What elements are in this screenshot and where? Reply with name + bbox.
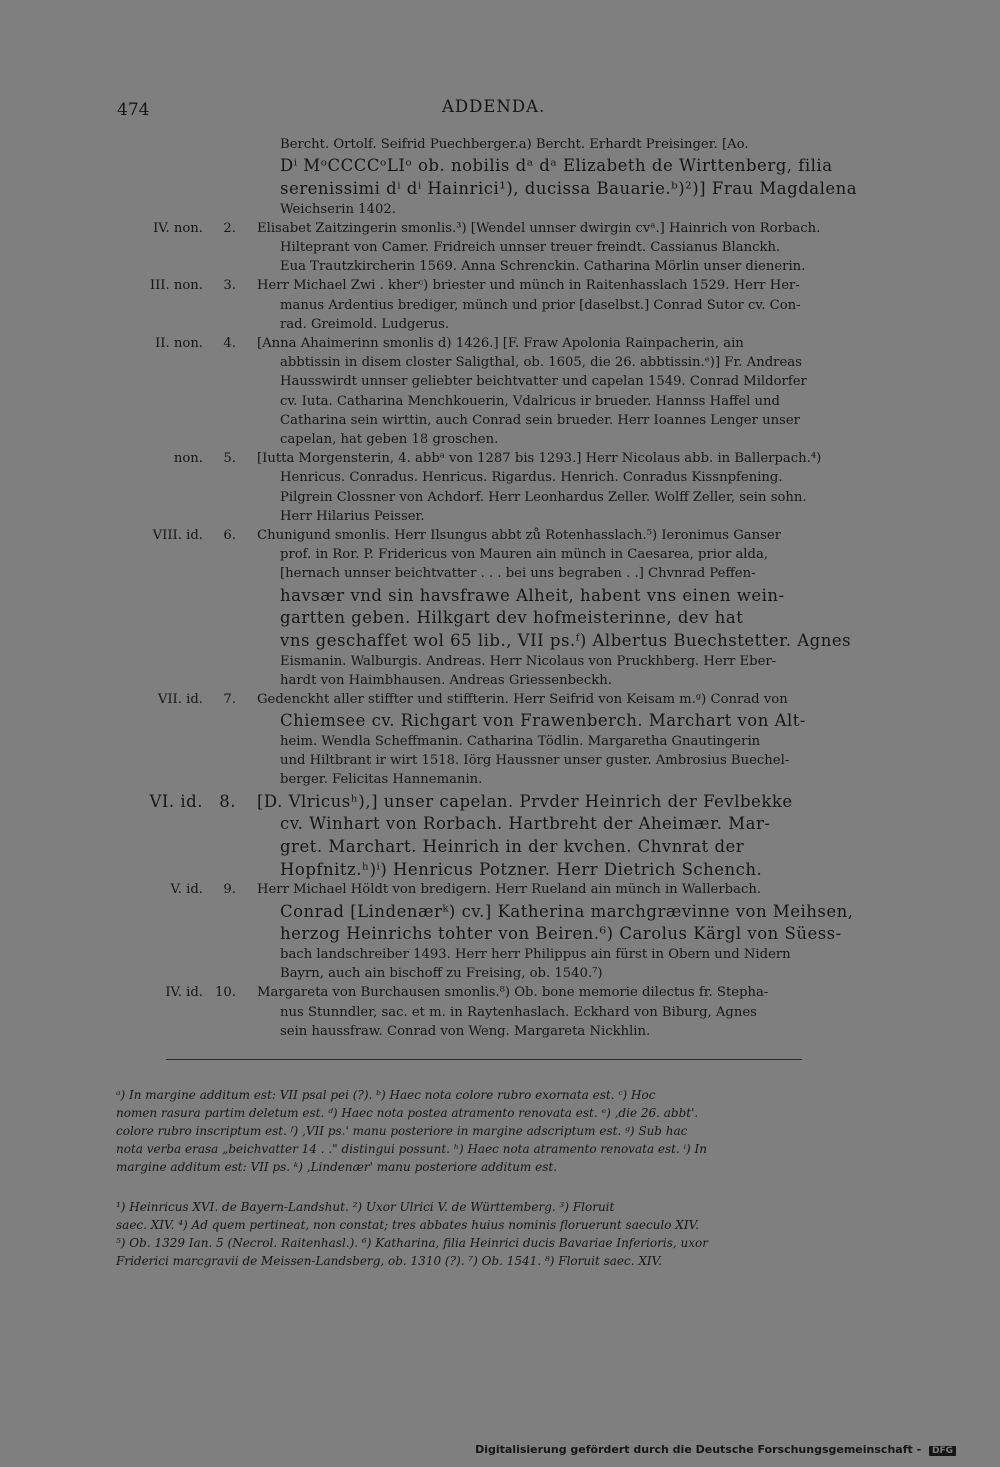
historical-footnotes xyxy=(116,1198,850,1270)
entry-line xyxy=(0,629,1000,652)
entry-text: sein haussfraw. Conrad von Weng. Margareta Nickhlin. xyxy=(280,1023,651,1039)
separator-rule xyxy=(166,1059,802,1060)
entry-text: Hopfnitz.ʰ)ⁱ) Henricus Potzner. Herr Dietrich Schench. xyxy=(280,859,763,879)
entry-line xyxy=(0,835,1000,858)
entry-text: herzog Heinrichs tohter von Beiren.⁶) Carolus Kärgl von Süess- xyxy=(280,924,842,944)
entry-text: vns geschaffet wol 65 lib., VII ps.ᶠ) Albertus Buechstetter. Agnes xyxy=(280,631,852,650)
entry-line xyxy=(0,200,1000,220)
calendar-day: VII. id. xyxy=(157,692,203,708)
entry-line xyxy=(0,770,1000,790)
entry-text: Henricus. Conradus. Henricus. Rigardus. Henrich. Conradus Kissnpfening. xyxy=(280,470,783,486)
entry-line xyxy=(0,430,1000,450)
calendar-day: IV. id. xyxy=(165,985,203,1001)
apparatus-line: margine additum est: VII ps. ᵏ) ‚Lindenær' manu posteriore additum est. xyxy=(116,1160,558,1174)
entry-text: Pilgrein Clossner von Achdorf. Herr Leonhardus Zeller. Wolff Zeller, sein sohn. xyxy=(280,489,807,505)
entry-text: Elisabet Zaitzingerin smonlis.³) [Wendel unnser dwirgin cvᵃ.] Hainrich von Rorbach. xyxy=(257,220,821,236)
day-number: 2. xyxy=(223,220,236,236)
entry-line xyxy=(0,564,1000,584)
footnote-line: ⁵) Ob. 1329 Ian. 5 (Necrol. Raitenhasl.). ⁶) Katharina, filia Heinrici ducis Bavariae Inferioris, uxor xyxy=(116,1236,708,1250)
calendar-day: non. xyxy=(173,451,203,467)
entry-line xyxy=(0,1003,1000,1023)
entry-line xyxy=(0,154,1000,177)
day-number: 7. xyxy=(223,692,236,708)
calendar-day: VIII. id. xyxy=(152,528,203,543)
entry-line xyxy=(0,488,1000,508)
entry-line xyxy=(0,526,1000,546)
entry-text: prof. in Ror. P. Fridericus von Mauren ain münch in Caesarea, prior alda, xyxy=(280,547,769,563)
entry-text: gret. Marchart. Heinrich in der kvchen. Chvnrat der xyxy=(280,837,745,856)
entry-line xyxy=(0,372,1000,392)
entry-text: capelan, hat geben 18 groschen. xyxy=(280,432,499,447)
entry-line xyxy=(0,922,1000,945)
day-number: 8. xyxy=(219,791,236,811)
entry-text: Conrad [Lindenærᵏ) cv.] Katherina marchgrævinne von Meihsen, xyxy=(280,901,854,921)
entry-text: hardt von Haimbhausen. Andreas Griessenbeckh. xyxy=(280,672,612,688)
calendar-day: V. id. xyxy=(170,882,203,898)
entry-line xyxy=(0,690,1000,710)
entry-line xyxy=(0,276,1000,296)
dfg-logo: DFG xyxy=(929,1446,956,1456)
entry-line xyxy=(0,964,1000,984)
calendar-day: III. non. xyxy=(149,278,203,294)
digitization-credit xyxy=(475,1443,956,1456)
running-head: ADDENDA. xyxy=(442,97,546,116)
entry-text: bach landschreiber 1493. Herr herr Philippus ain fürst in Obern und Nidern xyxy=(280,947,791,962)
entry-line xyxy=(0,238,1000,258)
entry-text: cv. Winhart von Rorbach. Hartbreht der Aheimær. Mar- xyxy=(280,814,771,834)
day-number: 9. xyxy=(223,882,236,898)
entry-text: Catharina sein wirttin, auch Conrad sein brueder. Herr Ioannes Lenger unser xyxy=(280,412,800,428)
entry-line xyxy=(0,257,1000,277)
entry-text: Gedenckht aller stiffter und stiffterin. Herr Seifrid von Keisam m.ᵍ) Conrad von xyxy=(257,692,788,708)
entry-line xyxy=(0,652,1000,672)
entry-text: Herr Hilarius Peisser. xyxy=(280,508,425,524)
entry-text: Bayrn, auch ain bischoff zu Freising, ob. 1540.⁷) xyxy=(280,966,603,982)
entry-text: Herr Michael Höldt von bredigern. Herr Rueland ain münch in Wallerbach. xyxy=(257,882,762,898)
entry-text: [Anna Ahaimerinn smonlis d) 1426.] [F. Fraw Apolonia Rainpacherin, ain xyxy=(257,336,744,351)
day-number: 6. xyxy=(223,528,236,543)
entry-text: rad. Greimold. Ludgerus. xyxy=(280,316,450,332)
apparatus-line: ᵃ) In margine additum est: VII psal pei (?). ᵇ) Haec nota colore rubro exornata est. ᶜ) Hoc xyxy=(116,1088,656,1102)
entry-line xyxy=(0,1022,1000,1042)
entry-text: Margareta von Burchausen smonlis.⁸) Ob. bone memorie dilectus fr. Stepha- xyxy=(257,985,769,1001)
entry-text: cv. Iuta. Catharina Menchkouerin, Vdalricus ir brueder. Hannss Haffel und xyxy=(280,393,780,409)
entry-text: nus Stunndler, sac. et m. in Raytenhaslach. Eckhard von Biburg, Agnes xyxy=(280,1004,757,1020)
day-number: 5. xyxy=(223,451,236,467)
entry-text: heim. Wendla Scheffmanin. Catharina Tödlin. Margaretha Gnautingerin xyxy=(280,734,761,749)
entry-line xyxy=(0,945,1000,965)
apparatus-line: colore rubro inscriptum est. ᶠ) ‚VII ps.' manu posteriore in margine adscriptum est. ᵍ) Sub hac xyxy=(116,1124,688,1138)
page-number: 474 xyxy=(117,100,150,120)
entry-line xyxy=(0,790,1000,813)
day-number: 4. xyxy=(223,336,236,351)
entry-line xyxy=(0,468,1000,488)
entry-line xyxy=(0,411,1000,431)
entry-text: berger. Felicitas Hannemanin. xyxy=(280,772,483,788)
entry-text: [Iutta Morgensterin, 4. abbᵃ von 1287 bis 1293.] Herr Nicolaus abb. in Ballerpach.⁴) xyxy=(257,451,822,467)
day-number: 10. xyxy=(215,985,236,1001)
entry-line xyxy=(0,880,1000,900)
footnote-line: Friderici marcgravii de Meissen-Landsberg, ob. 1310 (?). ⁷) Ob. 1541. ⁸) Floruit saec. XIV. xyxy=(116,1254,663,1268)
entry-text: und Hiltbrant ir wirt 1518. Iörg Haussner unser guster. Ambrosius Buechel- xyxy=(280,753,790,769)
entry-text: [hernach unnser beichtvatter . . . bei uns begraben . .] Chvnrad Peffen- xyxy=(280,566,756,582)
entry-line xyxy=(0,315,1000,335)
calendar-day: VI. id. xyxy=(149,791,203,811)
entry-text: [D. Vlricusʰ),] unser capelan. Prvder Heinrich der Fevlbekke xyxy=(257,791,793,811)
entry-text: abbtissin in disem closter Saligthal, ob. 1605, die 26. abbtissin.ᵉ)] Fr. Andreas xyxy=(280,355,802,371)
entry-line xyxy=(0,545,1000,565)
apparatus-line: nomen rasura partim deletum est. ᵈ) Haec nota postea atramento renovata est. ᵉ) ‚die 26. abbt'. xyxy=(116,1106,699,1120)
entry-line xyxy=(0,296,1000,316)
entry-line xyxy=(0,858,1000,881)
entry-line xyxy=(0,353,1000,373)
critical-apparatus xyxy=(116,1086,850,1176)
entry-line xyxy=(0,135,1000,155)
entry-text: Hilteprant von Camer. Fridreich unnser treuer freindt. Cassianus Blanckh. xyxy=(280,240,781,255)
entry-line xyxy=(0,507,1000,527)
entry-line xyxy=(0,900,1000,923)
entry-text: Chunigund smonlis. Herr Ilsungus abbt zů Rotenhasslach.⁵) Ieronimus Ganser xyxy=(257,528,782,543)
entry-line xyxy=(0,732,1000,752)
entry-line xyxy=(0,392,1000,412)
apparatus-line: nota verba erasa „beichvatter 14 . ." distingui possunt. ʰ) Haec nota atramento renovata est. ⁱ) In xyxy=(116,1142,707,1156)
footnote-line: ¹) Heinricus XVI. de Bayern-Landshut. ²) Uxor Ulrici V. de Württemberg. ³) Floruit xyxy=(116,1200,615,1214)
entry-text: Chiemsee cv. Richgart von Frawenberch. Marchart von Alt- xyxy=(280,711,807,731)
entry-line xyxy=(0,219,1000,239)
entry-line xyxy=(0,606,1000,629)
entry-text: Hausswirdt unnser geliebter beichtvatter und capelan 1549. Conrad Mildorfer xyxy=(280,374,807,390)
calendar-day: II. non. xyxy=(155,336,203,351)
entry-line xyxy=(0,177,1000,200)
entry-line xyxy=(0,449,1000,469)
credit-text: Digitalisierung gefördert durch die Deutsche Forschungsgemeinschaft - xyxy=(475,1443,922,1456)
entry-line xyxy=(0,709,1000,732)
entry-line xyxy=(0,812,1000,835)
entry-text: Bercht. Ortolf. Seifrid Puechberger.a) Bercht. Erhardt Preisinger. [Ao. xyxy=(280,137,749,152)
entry-text: serenissimi dⁱ dⁱ Hainrici¹), ducissa Bauarie.ᵇ)²)] Frau Magdalena xyxy=(280,178,858,198)
footnote-line: saec. XIV. ⁴) Ad quem pertineat, non constat; tres abbates huius nominis floruerunt saeculo XIV. xyxy=(116,1218,699,1232)
entry-text: Herr Michael Zwi . kherᶜ) briester und münch in Raitenhasslach 1529. Herr Her- xyxy=(257,278,800,294)
entry-text: Weichserin 1402. xyxy=(280,201,396,217)
entry-text: gartten geben. Hilkgart dev hofmeisterinne, dev hat xyxy=(280,608,744,628)
entry-text: manus Ardentius brediger, münch und prior [daselbst.] Conrad Sutor cv. Con- xyxy=(280,297,801,313)
entry-text: Dⁱ MᵒCCCCᵒLIᵒ ob. nobilis dᵃ dᵃ Elizabeth de Wirttenberg, filia xyxy=(280,156,833,176)
entry-line xyxy=(0,584,1000,607)
entry-line xyxy=(0,751,1000,771)
entry-text: havsær vnd sin havsfrawe Alheit, habent vns einen wein- xyxy=(280,585,785,605)
entry-line xyxy=(0,334,1000,354)
entry-line xyxy=(0,671,1000,691)
entry-text: Eismanin. Walburgis. Andreas. Herr Nicolaus von Pruckhberg. Herr Eber- xyxy=(280,653,777,669)
entry-text: Eua Trautzkircherin 1569. Anna Schrenckin. Catharina Mörlin unser dienerin. xyxy=(280,259,806,275)
entry-line xyxy=(0,983,1000,1003)
calendar-day: IV. non. xyxy=(153,220,203,236)
day-number: 3. xyxy=(223,278,236,294)
